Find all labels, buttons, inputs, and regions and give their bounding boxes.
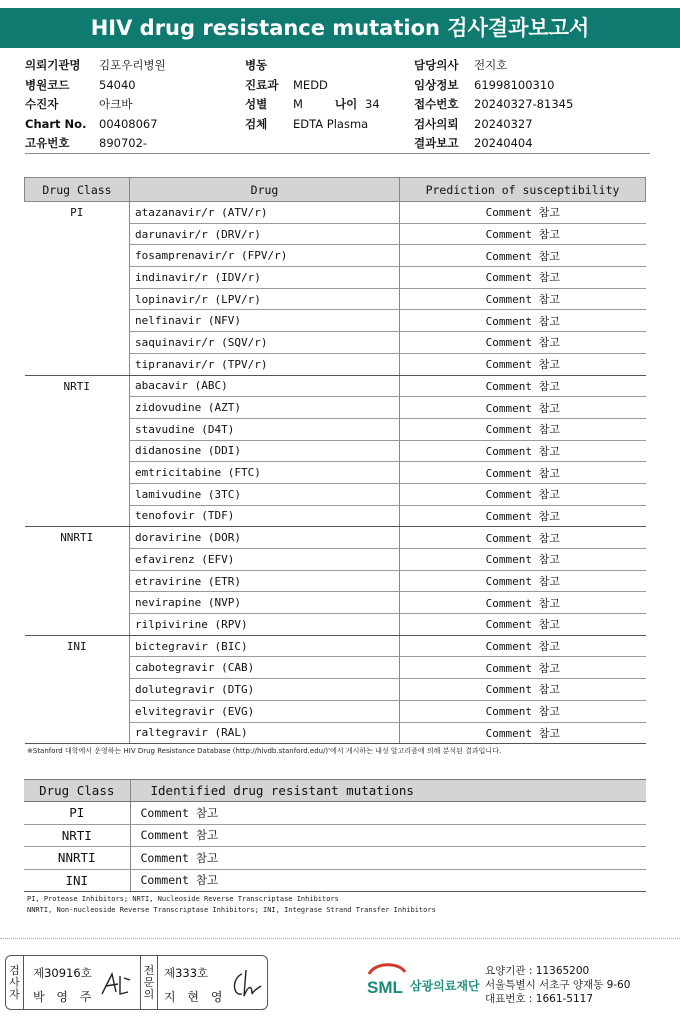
prediction-cell: Comment 참고 [400,483,646,505]
mutation-row [24,869,646,892]
sml-logo-icon [365,960,409,998]
drug-class-cell: NNRTI [25,527,130,635]
drug-name-cell: efavirenz (EFV) [130,549,400,571]
header-prediction: Prediction of susceptibility [400,178,646,202]
mutation-row [24,824,646,847]
info-row-patient: 수진자 아크바 [25,97,133,111]
drug-name-cell: lopinavir/r (LPV/r) [130,288,400,310]
prediction-cell: Comment 참고 [400,657,646,679]
svg-text:SML: SML [367,978,403,997]
header-mutations: Identified drug resistant mutations [130,780,646,802]
drug-name-cell: indinavir/r (IDV/r) [130,267,400,289]
info-row-hospital: 의뢰기관명 김포우리병원 [25,58,166,72]
prediction-cell: Comment 참고 [400,440,646,462]
info-row-accession: 접수번호 20240327-81345 [414,97,574,111]
header-drug-class: Drug Class [25,178,130,202]
age-label: 나이 [335,97,358,111]
prediction-cell: Comment 참고 [400,549,646,571]
tester-signature [98,968,134,1000]
info-row-requested: 검사의뢰 20240327 [414,116,533,131]
approver-signature [228,966,264,1002]
drug-name-cell: bictegravir (BIC) [130,635,400,657]
organization-name: 삼광의료재단 [410,979,480,993]
drug-name-cell: nelfinavir (NFV) [130,310,400,332]
header-divider [25,153,650,154]
drug-name-cell: cabotegravir (CAB) [130,657,400,679]
drug-name-cell: atazanavir/r (ATV/r) [130,202,400,224]
drug-row [25,375,646,397]
prediction-cell: Comment 참고 [400,462,646,484]
prediction-cell: Comment 참고 [400,245,646,267]
drug-name-cell: fosamprenavir/r (FPV/r) [130,245,400,267]
tester-license: 제30916호 [33,966,92,980]
prediction-cell: Comment 참고 [400,570,646,592]
approver-license: 제333호 [164,966,209,980]
drug-name-cell: raltegravir (RAL) [130,722,400,744]
report-title: HIV drug resistance mutation 검사결과보고서 [0,8,680,48]
drug-name-cell: elvitegravir (EVG) [130,700,400,722]
prediction-cell: Comment 참고 [400,592,646,614]
info-row-reported: 결과보고 20240404 [414,136,533,150]
prediction-cell: Comment 참고 [400,202,646,224]
mutation-value-cell: Comment 참고 [130,847,646,870]
prediction-cell: Comment 참고 [400,267,646,289]
abbreviations [27,894,436,916]
organization-info [485,964,630,1006]
prediction-cell: Comment 참고 [400,310,646,332]
prediction-cell: Comment 참고 [400,353,646,375]
approver-label: 전 문 의 [140,956,158,1009]
prediction-cell: Comment 참고 [400,614,646,636]
susceptibility-header-row [25,178,646,202]
mutation-row [24,802,646,825]
prediction-cell: Comment 참고 [400,397,646,419]
drug-name-cell: darunavir/r (DRV/r) [130,223,400,245]
approver-name: 지 현 영 [164,990,227,1004]
prediction-cell: Comment 참고 [400,418,646,440]
patient-info-col1 [25,56,166,154]
info-row-specimen: 검체 EDTA Plasma [245,116,369,131]
tester-label: 검 사 자 [6,956,24,1009]
prediction-cell: Comment 참고 [400,375,646,397]
patient-info-col2 [245,56,380,134]
prediction-cell: Comment 참고 [400,679,646,701]
mutation-class-cell: NNRTI [24,847,130,870]
care-code: 요양기관 : 11365200 [485,965,590,977]
info-row-sex-age: 성별 M 나이 34 [245,95,380,115]
info-row-hospital-code: 병원코드 54040 [25,77,136,92]
drug-class-cell: PI [25,202,130,376]
info-row-clinical: 임상정보 61998100310 [414,77,555,92]
drug-name-cell: tipranavir/r (TPV/r) [130,353,400,375]
mutation-table [24,779,646,892]
prediction-cell: Comment 참고 [400,505,646,527]
mutation-value-cell: Comment 참고 [130,802,646,825]
drug-row [25,202,646,224]
info-row-ward: 병동 [245,58,268,72]
mutation-class-cell: NRTI [24,824,130,847]
drug-class-cell: INI [25,635,130,743]
drug-name-cell: etravirine (ETR) [130,570,400,592]
drug-row [25,527,646,549]
info-row-chart-no: Chart No. 00408067 [25,116,158,131]
drug-name-cell: zidovudine (AZT) [130,397,400,419]
tester-name: 박 영 주 [33,990,96,1004]
age-value: 34 [365,97,380,111]
header-drug: Drug [130,178,400,202]
drug-name-cell: tenofovir (TDF) [130,505,400,527]
drug-name-cell: nevirapine (NVP) [130,592,400,614]
database-footnote: ※Stanford 대학에서 운영하는 HIV Drug Resistance Database (http://hivdb.stanford.edu/)'에서 게시하는 내성 알고리즘에 의해 분석된 결과입니다. [27,747,502,755]
footer-divider [0,938,680,939]
prediction-cell: Comment 참고 [400,700,646,722]
drug-name-cell: lamivudine (3TC) [130,483,400,505]
susceptibility-table [24,177,646,744]
abbreviation-line: NNRTI, Non-nucleoside Reverse Transcriptase Inhibitors; INI, Integrase Strand Transfer Inhibitors [27,906,436,914]
phone: 대표번호 : 1661-5117 [485,993,594,1005]
mutation-value-cell: Comment 참고 [130,824,646,847]
mutation-class-cell: PI [24,802,130,825]
abbreviation-line: PI, Protease Inhibitors; NRTI, Nucleoside Reverse Transcriptase Inhibitors [27,895,339,903]
prediction-cell: Comment 참고 [400,722,646,744]
signature-box [5,955,268,1010]
drug-name-cell: rilpivirine (RPV) [130,614,400,636]
drug-row [25,635,646,657]
mutation-row [24,847,646,870]
mutation-header-row [24,780,646,802]
prediction-cell: Comment 참고 [400,332,646,354]
mutation-class-cell: INI [24,869,130,892]
info-row-unique-no: 고유번호 890702- [25,136,148,150]
prediction-cell: Comment 참고 [400,527,646,549]
drug-name-cell: abacavir (ABC) [130,375,400,397]
mutation-value-cell: Comment 참고 [130,869,646,892]
sex-value: M [293,97,303,111]
info-row-doctor: 담당의사 전지호 [414,58,508,72]
drug-name-cell: saquinavir/r (SQV/r) [130,332,400,354]
patient-info-col3 [414,56,573,154]
drug-name-cell: dolutegravir (DTG) [130,679,400,701]
prediction-cell: Comment 참고 [400,223,646,245]
prediction-cell: Comment 참고 [400,288,646,310]
drug-class-cell: NRTI [25,375,130,527]
drug-name-cell: doravirine (DOR) [130,527,400,549]
header-drug-class: Drug Class [24,780,130,802]
info-row-dept: 진료과 MEDD [245,77,328,92]
drug-name-cell: stavudine (D4T) [130,418,400,440]
drug-name-cell: emtricitabine (FTC) [130,462,400,484]
prediction-cell: Comment 참고 [400,635,646,657]
drug-name-cell: didanosine (DDI) [130,440,400,462]
address: 서울특별시 서초구 양재동 9-60 [485,979,631,991]
